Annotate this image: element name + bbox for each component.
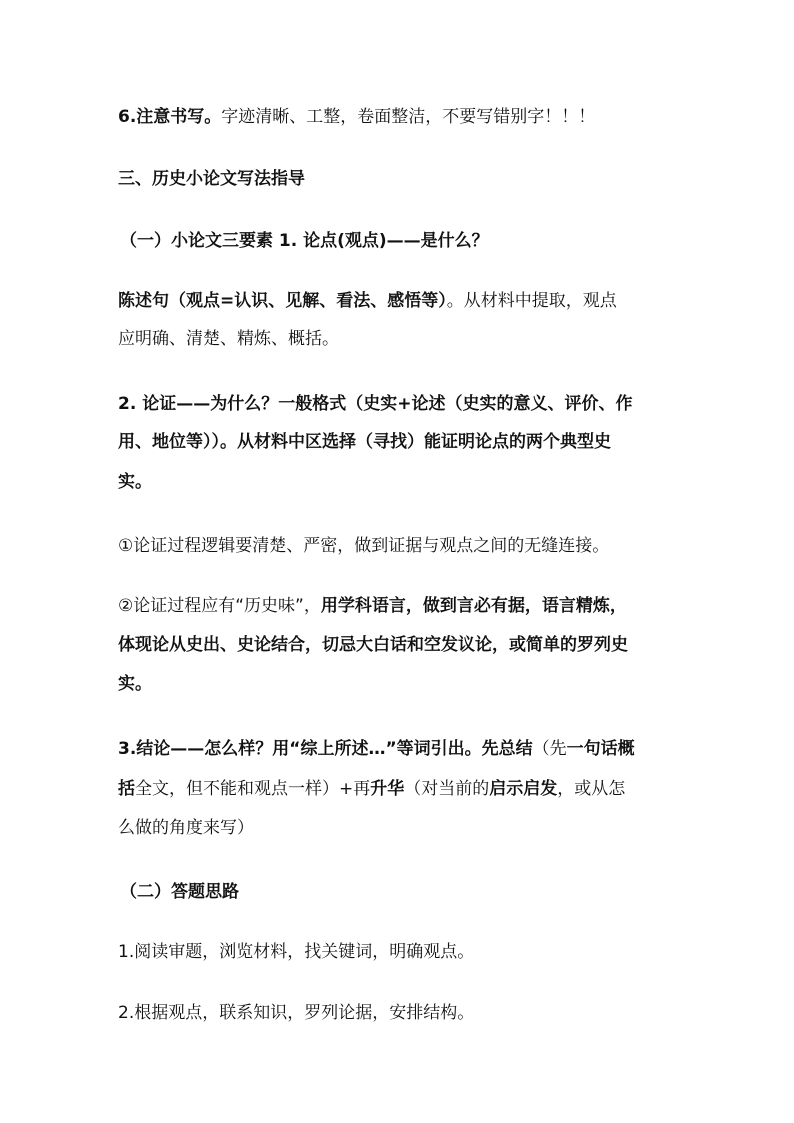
conclusion-line-2	[118, 778, 688, 800]
argument-point-2-line-3: 实。	[118, 674, 152, 694]
step-2: 2.根据观点，联系知识，罗列论据，安排结构。	[118, 1003, 475, 1023]
conclusion-inspiration: 启示启发	[489, 779, 558, 799]
argument-point-1: ①论证过程逻辑要清楚、严密，做到证据与观点之间的无缝连接。	[118, 536, 610, 556]
conclusion-title: 3.结论——怎么样？用“综上所述…”等词引出。先总结	[118, 739, 533, 759]
conclusion-summary: 一句话概	[566, 739, 635, 759]
conclusion-line-3: 么做的角度来写）	[118, 818, 254, 838]
thesis-desc-bold: 陈述句（观点=认识、见解、看法、感悟等）	[118, 291, 447, 311]
argument-point-2-line-2: 体现论从史出、史论结合，切忌大白话和空发议论，或简单的罗列史	[118, 635, 628, 655]
argument-line-3: 实。	[118, 472, 152, 492]
thesis-desc-line-2: 应明确、清楚、精炼、概括。	[118, 329, 339, 349]
point-6-title: 6.注意书写。	[118, 107, 222, 127]
section-3-heading: 三、历史小论文写法指导	[118, 169, 305, 189]
conclusion-sublimate: 升华	[370, 779, 405, 799]
argument-line-1: 2. 论证——为什么？一般格式（史实+论述（史实的意义、评价、作	[118, 394, 633, 414]
thesis-desc-line-1	[118, 290, 688, 312]
thesis-desc-normal: 。从材料中提取，观点	[446, 291, 617, 311]
point-6-text: 字迹清晰、工整，卷面整洁，不要写错别字！！！	[221, 107, 596, 127]
conclusion-kuo: 括	[118, 779, 135, 799]
argument-line-2: 用、地位等））。从材料中区选择（寻找）能证明论点的两个典型史	[118, 432, 611, 452]
step-1: 1.阅读审题，浏览材料，找关键词，明确观点。	[118, 942, 475, 962]
argument-point-2-normal: ②论证过程应有“历史味”，	[118, 596, 321, 616]
conclusion-line-1	[118, 738, 688, 760]
point-6-handwriting	[118, 106, 688, 128]
argument-point-2-line-1	[118, 595, 688, 617]
subsection-2-heading: （二）答题思路	[120, 882, 239, 902]
argument-point-2-bold: 用学科语言，做到言必有据，语言精炼，	[320, 596, 627, 616]
conclusion-current: （对当前的	[404, 779, 490, 799]
conclusion-or: ，或从怎	[557, 779, 626, 799]
subsection-1-heading: （一）小论文三要素 1. 论点(观点)——是什么？	[120, 231, 489, 251]
conclusion-paren: （先	[532, 739, 567, 759]
conclusion-fulltext: 全文，但不能和观点一样）+再	[135, 779, 371, 799]
